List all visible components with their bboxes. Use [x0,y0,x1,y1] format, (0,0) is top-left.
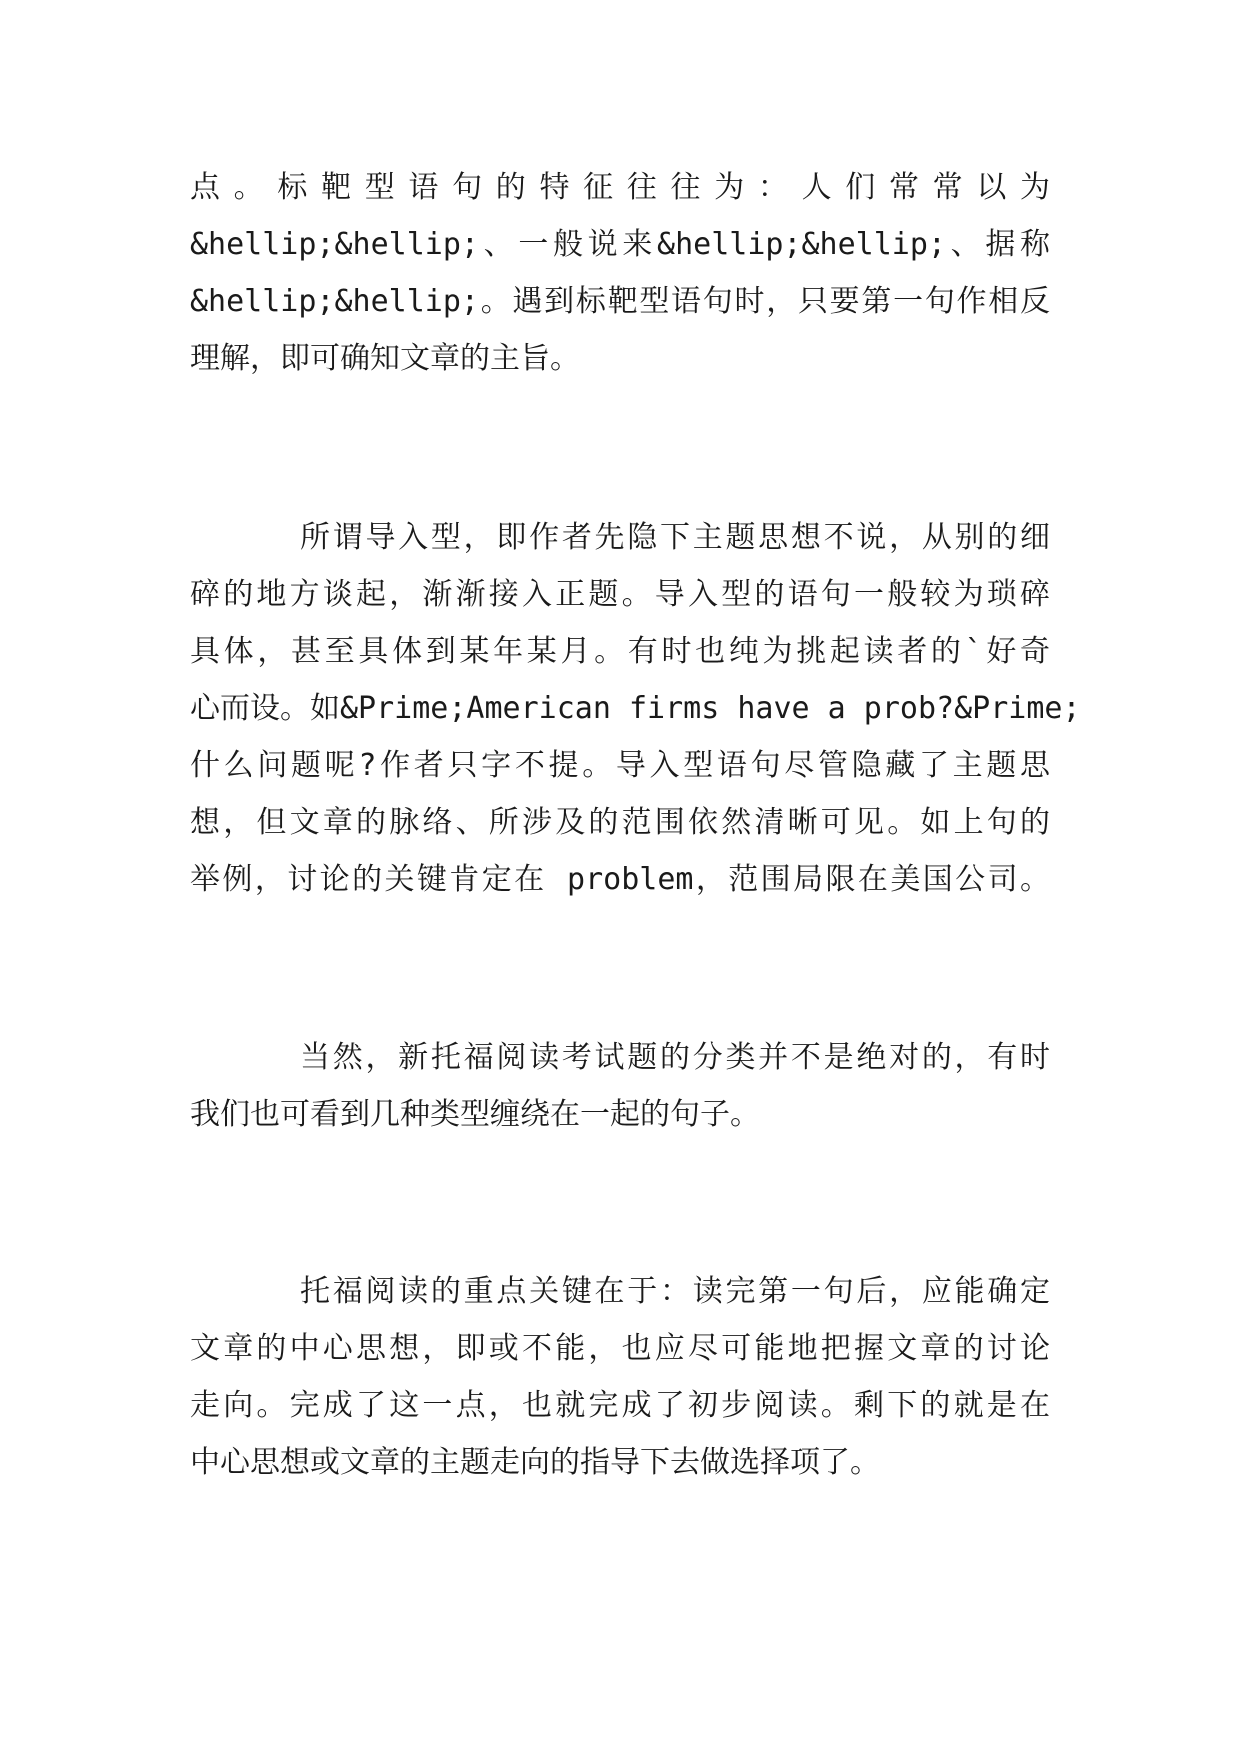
paragraph-4-line-2: 文章的中心思想，即或不能，也应尽可能地把握文章的讨论 [190,1331,1050,1366]
paragraph-4-line-4: 中心思想或文章的主题走向的指导下去做选择项了。 [190,1445,880,1480]
paragraph-1-line-2: &hellip;&hellip;、一般说来&hellip;&hellip;、据称 [190,227,1050,262]
paragraph-2-line-7: 举例，讨论的关键肯定在 problem，范围局限在美国公司。 [190,862,1050,897]
paragraph-2-line-1: 所谓导入型，即作者先隐下主题思想不说，从别的细 [300,520,1050,555]
paragraph-1-line-3: &hellip;&hellip;。遇到标靶型语句时，只要第一句作相反 [190,284,1050,319]
paragraph-4-line-1: 托福阅读的重点关键在于：读完第一句后，应能确定 [300,1274,1050,1309]
paragraph-3-line-2: 我们也可看到几种类型缠绕在一起的句子。 [190,1097,760,1132]
paragraph-4-line-3: 走向。完成了这一点，也就完成了初步阅读。剩下的就是在 [190,1388,1050,1423]
paragraph-3-line-1: 当然，新托福阅读考试题的分类并不是绝对的，有时 [300,1040,1050,1075]
paragraph-2-line-6: 想，但文章的脉络、所涉及的范围依然清晰可见。如上句的 [190,805,1050,840]
paragraph-1-line-4: 理解，即可确知文章的主旨。 [190,341,580,376]
paragraph-2-line-3: 具体，甚至具体到某年某月。有时也纯为挑起读者的`好奇 [190,634,1050,669]
paragraph-2-line-2: 碎的地方谈起，渐渐接入正题。导入型的语句一般较为琐碎 [190,577,1050,612]
paragraph-1-line-1: 点。标靶型语句的特征往往为：人们常常以为 [190,170,1050,205]
paragraph-2-line-4: 心而设。如&Prime;American firms have a prob?&Prime; [190,691,1081,726]
paragraph-2-line-5: 什么问题呢?作者只字不提。导入型语句尽管隐藏了主题思 [190,748,1050,783]
